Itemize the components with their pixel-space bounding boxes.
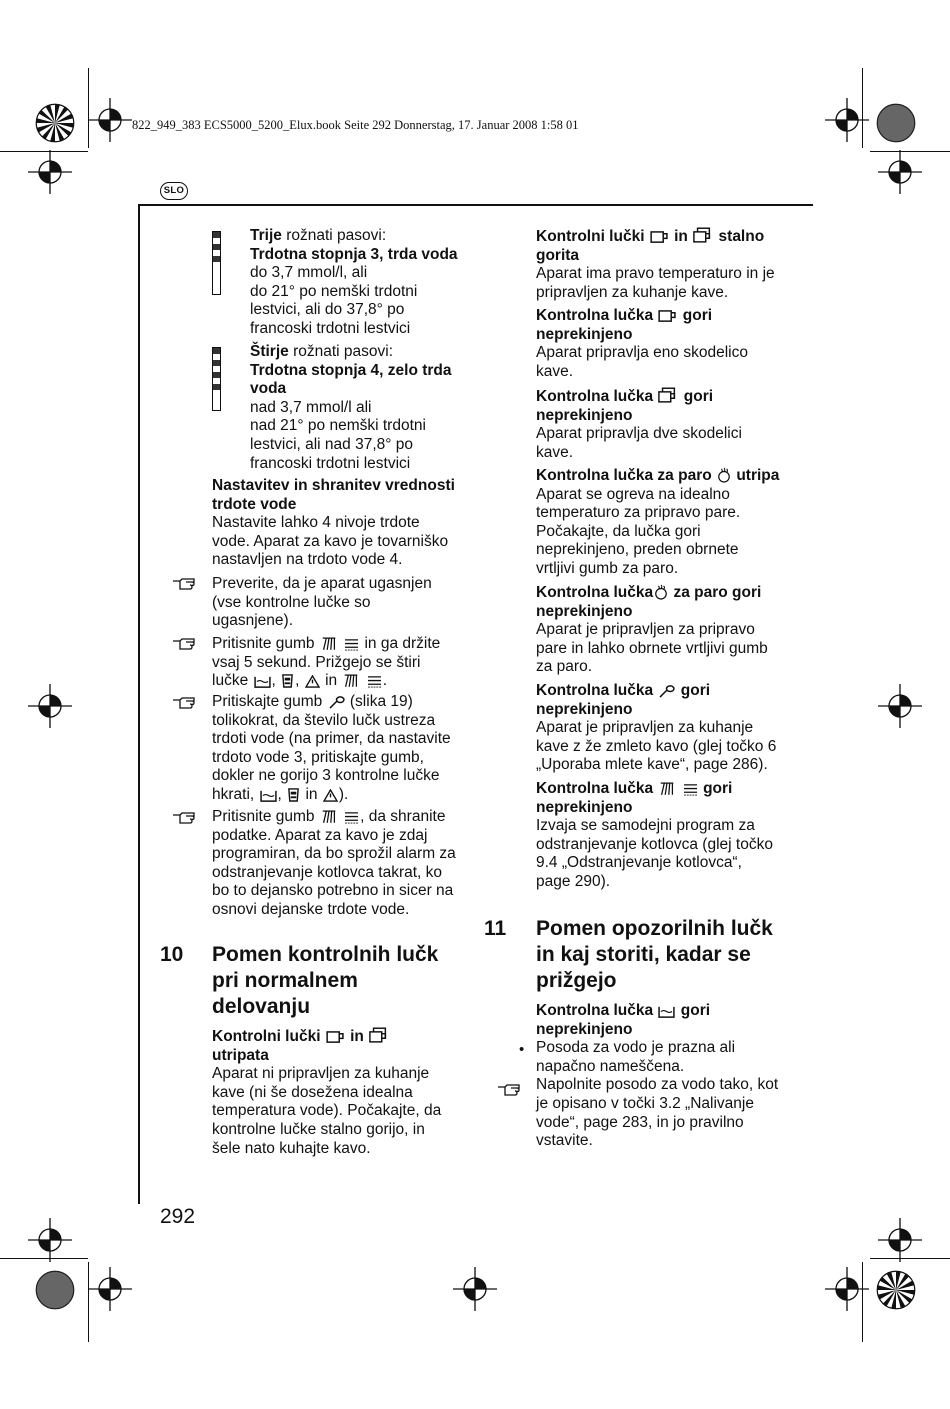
text-span: Pritisnite gumb <box>212 808 315 825</box>
text-line: bo to dejansko potrebno in sicer na <box>212 882 454 900</box>
section-title <box>212 942 492 1020</box>
subheading-line: neprekinjeno <box>536 1020 633 1038</box>
subheading-line: neprekinjeno <box>536 325 633 343</box>
section-title <box>536 916 826 994</box>
crop-line <box>870 1258 950 1259</box>
text-span: utripa <box>736 467 780 484</box>
text-line: kave. <box>536 362 574 380</box>
trije-lead-rest: rožnati pasovi: <box>281 227 387 244</box>
text-span: , da shranite <box>360 808 446 825</box>
text-line: kave. <box>536 443 574 461</box>
setting-section <box>212 477 487 570</box>
text-line: Posoda za vodo je prazna ali <box>536 1039 736 1057</box>
crop-line <box>0 151 88 152</box>
grounds-container-icon <box>281 673 294 688</box>
text-line: nastavljen na trdoto vode 4. <box>212 551 403 569</box>
pointing-hand-icon <box>172 696 196 710</box>
pointing-hand-icon <box>172 637 196 651</box>
pointing-hand-icon <box>172 811 196 825</box>
text-line: kave z že zmleto kavo (glej točko 6 <box>536 737 777 755</box>
text-line: francoski trdotni lestvici <box>250 454 411 472</box>
registration-mark-bottom-right <box>876 1270 916 1310</box>
title-line: Pomen kontrolnih lučk <box>212 943 439 966</box>
text-span: Kontrolni lučki <box>536 228 645 245</box>
indicator-block-3 <box>536 387 804 462</box>
language-badge: SLO <box>160 182 188 200</box>
page-number: 292 <box>160 1205 196 1228</box>
text-line: kave (ni še dosežena idealna <box>212 1083 413 1101</box>
text-line: lestvici, ali nad 37,8° po <box>250 435 414 453</box>
text-line: vode“, page 283, in jo pravilno <box>536 1113 744 1131</box>
text-line: pare in lahko obrnete vrtljivi gumb <box>536 639 768 657</box>
crosshair-icon <box>878 1218 922 1262</box>
hardness-4-block <box>250 343 490 473</box>
text-line: programiran, da bo sprožil alarm za <box>212 845 456 863</box>
descale-icon <box>342 673 360 688</box>
text-line: Aparat ni pripravljen za kuhanje <box>212 1065 430 1083</box>
text-line: neprekinjeno, preden obrnete <box>536 541 739 559</box>
text-span: in <box>350 1028 364 1045</box>
grounds-container-icon <box>287 787 300 802</box>
descale-icon <box>658 781 676 796</box>
hardness-3-block <box>250 227 490 339</box>
step-3: Pritiskajte gumb (slika 19) tolikokrat, da število lučk ustreza trdoti vode (na primer, da nastavite trdoto vode 3, pritiskajte gumb, dokler ne gorijo 3 kontrolne lučke hkrati, , in ). <box>212 693 487 805</box>
title-line: delovanju <box>212 995 311 1018</box>
text-line: Nastavite lahko 4 nivoje trdote <box>212 514 420 532</box>
two-cups-icon <box>693 227 713 244</box>
indicator-block-1 <box>536 227 804 302</box>
text-span: Kontrolna lučka <box>536 682 654 699</box>
step-4 <box>212 808 487 920</box>
text-span: (slika 19) <box>349 693 413 710</box>
text-line: vrtljivi gumb za paro. <box>536 559 679 577</box>
text-line: lestvici, ali do 37,8° po <box>250 301 405 319</box>
two-cups-icon <box>369 1027 389 1044</box>
section11-body <box>536 1002 804 1151</box>
text-line: pripravljen za kuhanje kave. <box>536 283 729 301</box>
section-number: 11 <box>484 917 507 940</box>
text-line: 9.4 „Odstranjevanje kotlovca“, <box>536 854 742 872</box>
crosshair-icon <box>878 684 922 728</box>
text-line: do 21° po nemški trdotni <box>250 282 418 300</box>
top-rule <box>138 204 813 206</box>
text-line: za paro. <box>536 658 593 676</box>
text-line: šele nato kuhajte kavo. <box>212 1139 371 1157</box>
text-span: Pritiskajte gumb <box>212 693 323 710</box>
bars-icon <box>683 783 698 796</box>
text-line: Izvaja se samodejni program za <box>536 817 755 835</box>
warning-icon <box>305 675 320 688</box>
bullet-dot: • <box>519 1041 525 1058</box>
crop-line <box>0 1258 88 1259</box>
text-line: tolikokrat, da število lučk ustreza <box>212 711 436 729</box>
text-span: Kontrolna lučka <box>536 1002 654 1019</box>
text-span: ). <box>338 785 349 803</box>
text-line: podatke. Aparat za kavo je zdaj <box>212 826 428 844</box>
crosshair-icon <box>28 1218 72 1262</box>
text-span: Kontrolna lučka za paro <box>536 467 712 484</box>
text-line: dokler ne gorijo 3 kontrolne lučke <box>212 767 440 785</box>
descale-icon <box>320 809 338 824</box>
text-span: hkrati, <box>212 785 255 803</box>
text-line: Aparat je pripravljen za kuhanje <box>536 719 754 737</box>
file-info-header: 822_949_383 ECS5000_5200_Elux.book Seite 292 Donnerstag, 17. Januar 2008 1:58 01 <box>132 118 579 132</box>
text-span: in <box>674 228 688 245</box>
one-cup-icon <box>658 310 677 323</box>
left-rule <box>138 204 140 1204</box>
text-line: trdoti vode (na primer, da nastavite <box>212 730 451 748</box>
subheading-line: neprekinjeno <box>536 798 633 816</box>
spoon-icon <box>658 685 675 698</box>
text-line: Aparat ima pravo temperaturo in je <box>536 265 775 283</box>
setting-heading: trdote vode <box>212 495 297 513</box>
text-line: (vse kontrolne lučke so <box>212 593 371 611</box>
text-line: nad 21° po nemški trdotni <box>250 417 426 435</box>
steam-icon <box>654 584 668 600</box>
crop-line <box>862 68 863 148</box>
test-strip-3-bands <box>212 231 221 295</box>
text-line: odstranjevanje kotlovca (glej točko <box>536 835 773 853</box>
indicator-block-6 <box>536 682 804 775</box>
text-span: gori <box>703 780 733 797</box>
section-number: 10 <box>160 943 184 966</box>
section10-body <box>212 1027 492 1158</box>
crosshair-icon <box>88 98 132 142</box>
text-line: temperaturo za pripravo pare. <box>536 504 741 522</box>
text-span: gori <box>682 307 713 324</box>
registration-mark-top-left <box>35 103 75 143</box>
text-line: Napolnite posodo za vodo tako, kot <box>536 1076 779 1094</box>
crosshair-icon <box>88 1267 132 1311</box>
text-span: Kontrolni lučki <box>212 1028 321 1045</box>
registration-mark-bottom-left <box>35 1270 75 1310</box>
crosshair-icon <box>878 150 922 194</box>
trije-lead: Trije <box>250 227 282 244</box>
text-line: odstranjevanje kotlovca takrat, ko <box>212 863 443 881</box>
text-line: ugasnjene). <box>212 612 294 630</box>
subheading-line: neprekinjeno <box>536 406 633 424</box>
indicator-block-5 <box>536 584 804 677</box>
stirje-lead: Štirje <box>250 343 289 360</box>
indicator-block-4 <box>536 467 804 579</box>
subheading-line: neprekinjeno <box>536 700 633 718</box>
subheading-line: gorita <box>536 246 580 264</box>
text-line: napačno nameščena. <box>536 1057 685 1075</box>
text-span: in <box>325 672 338 690</box>
bars-icon <box>367 675 382 688</box>
text-span: Kontrolna lučka <box>536 584 654 601</box>
stirje-lead-rest: rožnati pasovi: <box>288 343 394 360</box>
crop-line <box>870 151 950 152</box>
pointing-hand-icon <box>172 577 196 591</box>
descale-icon <box>320 636 338 651</box>
text-span: Kontrolna lučka <box>536 388 654 405</box>
water-tank-icon <box>254 675 271 688</box>
title-line: in kaj storiti, kadar se <box>536 943 751 966</box>
crosshair-icon <box>453 1267 497 1311</box>
text-line: temperatura vode). Počakajte, da <box>212 1102 442 1120</box>
text-line: trdoto vode 3, pritiskajte gumb, <box>212 748 424 766</box>
text-span: gori <box>680 682 711 699</box>
test-strip-4-bands <box>212 347 221 411</box>
water-tank-icon <box>260 789 277 802</box>
text-line: page 290). <box>536 872 611 890</box>
title-line: prižgejo <box>536 969 617 992</box>
text-line: Aparat pripravlja eno skodelico <box>536 344 748 362</box>
crop-line <box>88 1262 89 1342</box>
one-cup-icon <box>326 1031 345 1044</box>
bars-icon <box>344 811 359 824</box>
text-line: vode. Aparat za kavo je tovarniško <box>212 532 449 550</box>
text-line: Aparat pripravlja dve skodelici <box>536 425 742 443</box>
text-span: za paro gori <box>673 584 762 601</box>
text-line: Aparat je pripravljen za pripravo <box>536 621 755 639</box>
title-line: Pomen opozorilnih lučk <box>536 917 773 940</box>
text-span: gori <box>683 388 714 405</box>
text-span: stalno <box>718 228 765 245</box>
text-span: Kontrolna lučka <box>536 780 654 797</box>
text-line: vsaj 5 sekund. Prižgejo se štiri <box>212 653 421 671</box>
crop-line <box>88 68 89 148</box>
text-span: Pritisnite gumb <box>212 635 315 652</box>
pointing-hand-icon <box>497 1083 521 1097</box>
text-line: kontrolne lučke stalno gorijo, in <box>212 1120 425 1138</box>
bars-icon <box>344 638 359 651</box>
registration-mark-top-right <box>876 103 916 143</box>
text-span: in ga držite <box>364 635 441 652</box>
text-span: lučke <box>212 672 249 690</box>
text-span: Kontrolna lučka <box>536 307 654 324</box>
text-line: francoski trdotni lestvici <box>250 319 411 337</box>
step-2: Pritisnite gumb in ga držite vsaj 5 sekund. Prižgejo se štiri lučke , , in . <box>212 635 487 691</box>
text-line: „Uporaba mlete kave“, page 286). <box>536 756 768 774</box>
spoon-icon <box>328 696 345 709</box>
title-line: pri normalnem <box>212 969 358 992</box>
indicator-block-7 <box>536 780 804 892</box>
text-line: osnovi dejanske trdote vode. <box>212 900 410 918</box>
indicator-block-2 <box>536 307 804 381</box>
steam-icon <box>717 467 731 483</box>
text-line: do 3,7 mmol/l, ali <box>250 264 368 282</box>
text-span: gori <box>680 1002 711 1019</box>
one-cup-icon <box>650 231 669 244</box>
text-span: in <box>305 785 318 803</box>
subheading-line: neprekinjeno <box>536 602 633 620</box>
hardness-4-title: voda <box>250 380 287 398</box>
two-cups-icon <box>658 387 678 404</box>
text-line: je opisano v točki 3.2 „Nalivanje <box>536 1094 754 1112</box>
hardness-4-title: Trdotna stopnja 4, zelo trda <box>250 361 452 379</box>
text-line: nad 3,7 mmol/l ali <box>250 398 372 416</box>
step-1 <box>212 575 487 631</box>
text-line: Aparat se ogreva na idealno <box>536 485 730 503</box>
subheading-line: utripata <box>212 1046 269 1064</box>
hardness-3-title: Trdotna stopnja 3, trda voda <box>250 245 458 263</box>
text-line: Počakajte, da lučka gori <box>536 522 701 540</box>
water-tank-icon <box>658 1005 675 1018</box>
crosshair-icon <box>28 684 72 728</box>
setting-heading: Nastavitev in shranitev vrednosti <box>212 477 455 494</box>
warning-icon <box>323 789 338 802</box>
text-line: vstavite. <box>536 1132 593 1150</box>
crop-line <box>862 1262 863 1342</box>
text-line: Preverite, da je aparat ugasnjen <box>212 575 432 592</box>
crosshair-icon <box>28 150 72 194</box>
